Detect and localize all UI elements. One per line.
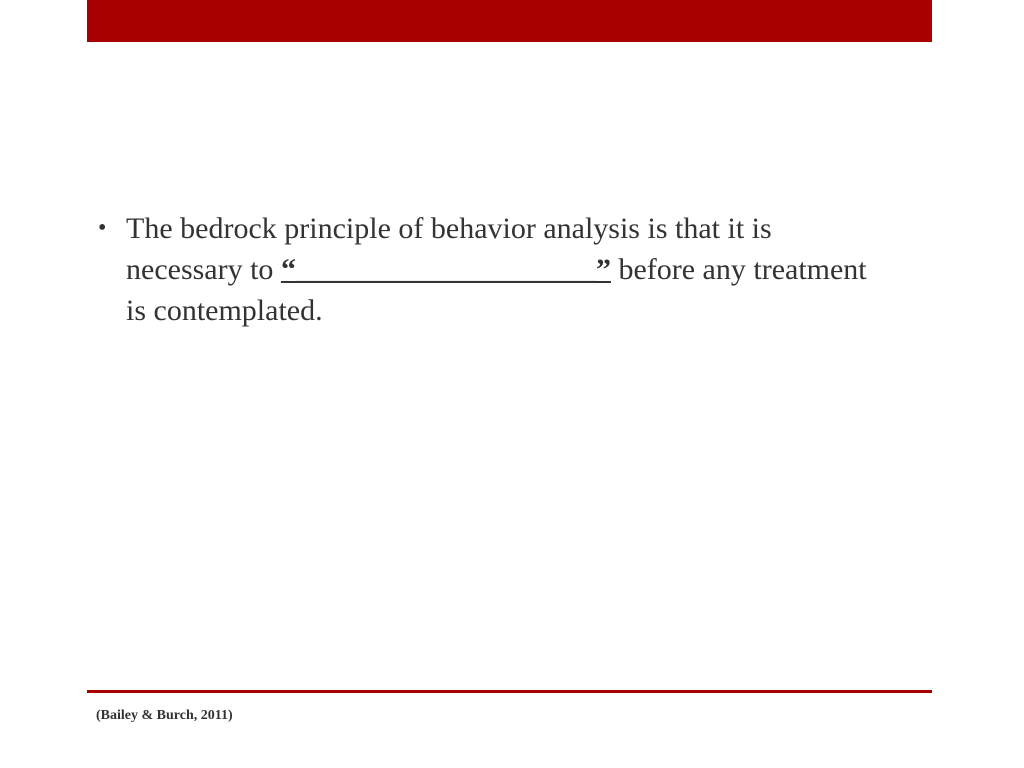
bullet-icon: • <box>98 215 107 241</box>
footer-divider <box>87 690 932 693</box>
bullet-text-before: The bedrock principle of behavior analysis is that it is necessary to <box>126 212 772 286</box>
bullet-text-after: before any treatment is contemplated. <box>126 253 867 327</box>
fill-in-blank: “____________________” <box>280 253 611 286</box>
top-accent-bar <box>87 0 932 42</box>
citation: (Bailey & Burch, 2011) <box>96 708 233 723</box>
slide-content <box>98 208 878 331</box>
bullet-item <box>98 208 878 331</box>
